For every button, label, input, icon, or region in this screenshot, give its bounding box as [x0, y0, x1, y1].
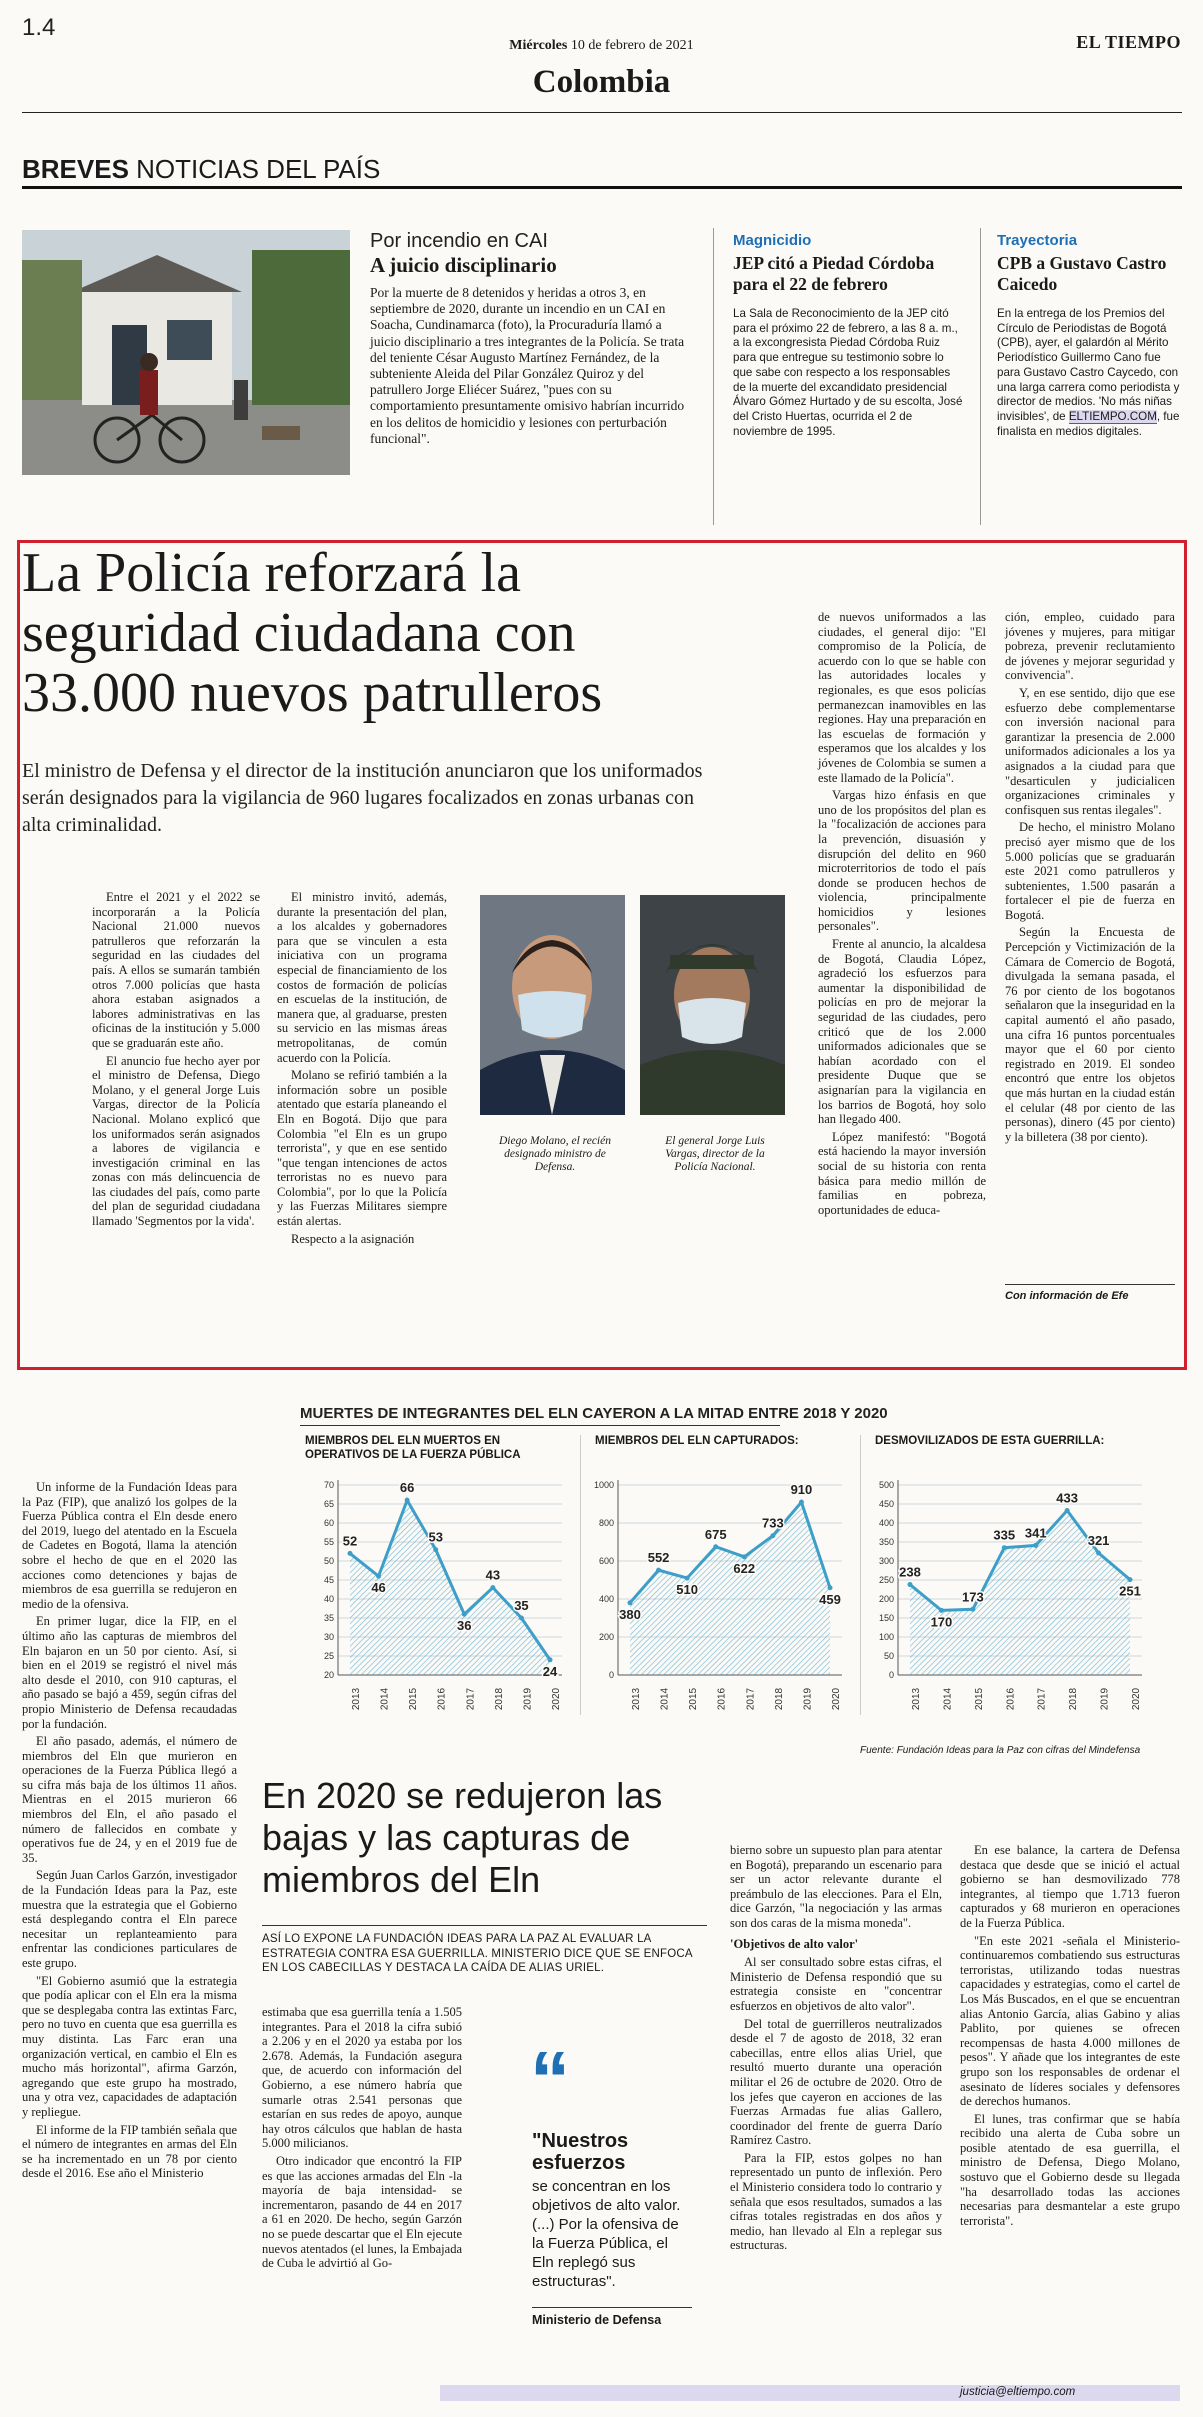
- data-point: [799, 1500, 804, 1505]
- breves-label: [22, 154, 380, 185]
- story2-colb-p2: Otro indicador que encontró la FIP es que las acciones armadas del Eln -la mayoría de baja intensidad- se incrementaron, pasando de 44 en 2017 a 61 en 2020. De hecho, según Garzón no se puede descartar que el Eln ejecute nuevos atentados (el lunes, la Embajada de Cuba le advirtió al Go-: [262, 2153, 462, 2271]
- data-label: 36: [457, 1618, 472, 1634]
- story1-credit: Con información de Efe: [1005, 1290, 1129, 1302]
- breve3-kicker: Trayectoria: [997, 232, 1078, 249]
- y-tick-label: 35: [323, 1613, 334, 1623]
- chart-captured: [580, 1430, 860, 1730]
- data-label: 46: [371, 1580, 386, 1596]
- data-label: 552: [647, 1550, 670, 1566]
- x-tick-label: 2019: [802, 1687, 814, 1711]
- y-tick-label: 50: [883, 1651, 894, 1661]
- pull-quote-lead: "Nuestros esfuerzos: [532, 2130, 629, 2174]
- y-tick-label: 50: [323, 1556, 334, 1566]
- breve2-kicker: Magnicidio: [733, 232, 812, 249]
- breves-rule: [22, 186, 1182, 189]
- x-tick-label: 2014: [379, 1687, 391, 1711]
- breves-divider-1: [713, 228, 714, 525]
- y-tick-label: 20: [323, 1670, 334, 1680]
- story2-left-p2: En primer lugar, dice la FIP, en el último año las capturas de miembros del Eln bajaron en un 50 por ciento. Así, si bien en el 2019 se registró el nivel más alto desde el 2010, con 910 capturas, el año pasado se bajó a 459, según cifras del propio Ministerio de Defensa recaudadas por la fundación.: [22, 1614, 237, 1731]
- story1-col4-p3: De hecho, el ministro Molano precisó ayer mismo que de los 5.000 policías que se graduarán este 2021 como patrulleros y subtenientes, 1.500 pasarán a fortalecer el pie de fuerza en Bogotá.: [1005, 820, 1175, 922]
- pull-quote-rule: [532, 2307, 692, 2308]
- x-tick-label: 2020: [831, 1687, 842, 1711]
- story2-cold-p3: Para la FIP, estos golpes no han representado un punto de inflexión. Pero el Ministerio considera todo lo contrario y señala que esos resultados, sumados a las cifras totales registradas en dos años y medio, han llevado al Eln a replegar sus estructuras.: [730, 2150, 942, 2253]
- data-label: 251: [1119, 1583, 1141, 1599]
- x-tick-label: 2014: [659, 1687, 671, 1711]
- x-tick-label: 2014: [942, 1687, 954, 1711]
- pull-quote-source: Ministerio de Defensa: [532, 2313, 662, 2327]
- story2-col-b: [262, 2005, 462, 2274]
- data-point: [713, 1544, 718, 1549]
- data-label: 341: [1024, 1525, 1047, 1541]
- story2-left-p6: El informe de la FIP también señala que el número de integrantes en armas del Eln se ha incrementado en un 78 por ciento desde el 2016. Ese año el Ministerio: [22, 2122, 237, 2181]
- story2-left-col: [22, 1480, 237, 2184]
- vargas-photo: [640, 895, 785, 1115]
- header-rule: [22, 112, 1182, 113]
- molano-caption: Diego Molano, el recién designado ministro de Defensa.: [499, 1135, 611, 1173]
- story1-col2-p1: El ministro invitó, además, durante la presentación del plan, a los alcaldes y gobernadores para que se vinculen a esta iniciativa con un programa especial de financiamiento de los costos de formación de policías en escuelas de la institución, de manera que, al graduarse, presten su servicio en las mismas áreas metropolitanas, de común acuerdo con la Policía.: [277, 890, 447, 1065]
- data-point: [970, 1607, 975, 1612]
- data-label: 53: [428, 1529, 443, 1545]
- chart-demobilized-title: DESMOVILIZADOS DE ESTA GUERRILLA:: [875, 1435, 1105, 1447]
- story1-headline: La Policía reforzará la seguridad ciudadana con 33.000 nuevos patrulleros: [22, 542, 603, 724]
- y-tick-label: 70: [323, 1480, 334, 1490]
- breve1-body: Por la muerte de 8 detenidos y heridas a otros 3, en septiembre de 2020, durante un incendio en un CAI en Soacha, Cundinamarca (foto), la Procuraduría llamó a juicio disciplinario a tres integrantes de la Policía. Se trata del teniente César Augusto Martínez Fernández, de la subteniente Aleida del Pilar González Quiroz y del patrullero Jorge Eliécer Suárez, "pues con su comportamiento presuntamente omisivo habrían incurrido en los delitos de homicidio y lesiones con perturbación funcional".: [370, 285, 685, 446]
- y-tick-label: 450: [878, 1499, 894, 1509]
- section-title: Colombia: [532, 64, 671, 100]
- x-tick-label: 2016: [716, 1687, 728, 1711]
- story1-col2: [277, 890, 447, 1249]
- data-point: [1096, 1551, 1101, 1556]
- data-point: [828, 1585, 833, 1590]
- molano-photo: [480, 895, 625, 1115]
- story2-col-d: [730, 1843, 942, 2256]
- chart-killed-svg: [300, 1430, 580, 1730]
- chart-captured-svg: [580, 1430, 860, 1730]
- story2-headline: En 2020 se redujeron las bajas y las capturas de miembros del Eln: [262, 1775, 663, 1900]
- data-label: 24: [542, 1663, 558, 1679]
- story2-cole-p1: En ese balance, la cartera de Defensa destaca que desde que se inició el actual gobierno se han desmovilizado 778 integrantes, al tiempo que 1.713 fueron capturados y 68 murieron en operaciones de la Fuerza Pública.: [960, 1843, 1180, 1930]
- data-label: 733: [762, 1515, 784, 1531]
- story1-col3: [818, 610, 986, 1220]
- y-tick-label: 60: [323, 1518, 334, 1528]
- quote-mark-icon: “: [530, 2035, 570, 2124]
- story1-col2-p3: Respecto a la asignación: [291, 1231, 415, 1246]
- story2-left-p4: Según Juan Carlos Garzón, investigador de la Fundación Ideas para la Paz, este muestra que la estrategia que el Gobierno está desplegando contra el Eln parece necesitar un replanteamiento para enfrentar las condiciones particulares de este grupo.: [22, 1868, 238, 1970]
- breve2-title: JEP citó a Piedad Córdoba para el 22 de febrero: [733, 253, 935, 294]
- breve1-kicker: Por incendio en CAI: [370, 230, 548, 252]
- issue-date: [0, 38, 1203, 54]
- y-tick-label: 0: [888, 1670, 894, 1680]
- pull-quote-body: se concentran en los objetivos de alto valor. (...) Por la ofensiva de la Fuerza Pública, el Eln replegó sus estructuras".: [532, 2178, 681, 2290]
- story2-cold-p1: Al ser consultado sobre estas cifras, el Ministerio de Defensa respondió que su estrategia consiste en "concentrar esfuerzos en objetivos de alto valor".: [730, 1955, 942, 2013]
- story1-col3-p2: Vargas hizo énfasis en que uno de los propósitos del plan es la "focalización de acciones para la prevención, disuasión y disrupción del delito en 960 microterritorios de todo el país donde se producen hechos de violencia, principalmente homicidios y lesiones personales".: [818, 788, 986, 934]
- data-point: [348, 1551, 353, 1556]
- cai-photo-drawing: [22, 230, 350, 475]
- data-label: 433: [1056, 1490, 1078, 1506]
- breve3-title: CPB a Gustavo Castro Caicedo: [997, 253, 1167, 294]
- y-tick-label: 100: [878, 1632, 894, 1642]
- data-label: 335: [993, 1527, 1016, 1543]
- y-tick-label: 500: [878, 1480, 894, 1490]
- x-tick-label: 2015: [973, 1687, 985, 1711]
- x-tick-label: 2017: [1036, 1687, 1048, 1711]
- story2-left-p3: El año pasado, además, el número de miembros del Eln que murieron en operaciones de la Fuerza Pública llegó a su cifra más baja de los últimos 11 años. Mientras en el 2015 murieron 66 miembros del Eln, el año pasado el número de fallecidos en combate y operativos fue de 24, y en el 2019 fue de 35.: [22, 1734, 237, 1865]
- y-tick-label: 1000: [593, 1480, 614, 1490]
- area-fill: [630, 1502, 830, 1675]
- story1-col3-p1: de nuevos uniformados a las ciudades, el general dijo: "El compromiso de la Policía, de acuerdo con lo que se hable con las autoridades locales y regionales, es que esos policías permanezcan inamovibles en las regiones. Hay una preparación en las escuelas de formación y esperamos que los alcaldes y los jóvenes de Colombia se sumen a este llamado de la Policía".: [818, 610, 986, 785]
- y-tick-label: 800: [598, 1518, 614, 1528]
- y-tick-label: 65: [323, 1499, 334, 1509]
- x-tick-label: 2020: [551, 1687, 562, 1711]
- story2-cole-p3: El lunes, tras confirmar que se había recibido una alerta de Cuba sobre un posible atentado de esa guerrilla, el ministro de Defensa, Diego Molano, sostuvo que el Gobierno desde su llegada "ha desarrollado todas las acciones necesarias para desmantelar a este grupo terrorista".: [960, 2111, 1180, 2228]
- data-label: 675: [704, 1526, 727, 1542]
- y-tick-label: 30: [323, 1632, 334, 1642]
- breve3-body-after: , fue finalista en medios digitales.: [997, 409, 1180, 438]
- data-point: [628, 1600, 633, 1605]
- data-point: [490, 1585, 495, 1590]
- story2-subhead: 'Objetivos de alto valor': [730, 1936, 859, 1951]
- story2-dek: ASÍ LO EXPONE LA FUNDACIÓN IDEAS PARA LA PAZ AL EVALUAR LA ESTRATEGIA CONTRA ESA GUERRILLA. MINISTERIO DICE QUE SE ENFOCA EN LOS CABECILLAS Y DESTACA LA CAÍDA DE ALIAS URIEL.: [262, 1933, 693, 1974]
- breve1-title: A juicio disciplinario: [370, 253, 557, 277]
- y-tick-label: 200: [878, 1594, 894, 1604]
- x-tick-label: 2018: [493, 1687, 505, 1711]
- credit-rule: [1005, 1284, 1175, 1285]
- x-tick-label: 2018: [773, 1687, 785, 1711]
- infographic-title-rule: [300, 1425, 780, 1426]
- story1-col4-p1: ción, empleo, cuidado para jóvenes y mujeres, para mitigar pobreza, prevenir reclutamiento de jóvenes y mejorar seguridad y convivencia".: [1005, 610, 1175, 683]
- data-point: [1033, 1543, 1038, 1548]
- eltiempo-link[interactable]: ELTIEMPO.COM: [1068, 409, 1157, 423]
- x-tick-label: 2013: [911, 1687, 922, 1711]
- chart-killed: [300, 1430, 580, 1730]
- x-tick-label: 2013: [631, 1687, 642, 1711]
- story1-dek: El ministro de Defensa y el director de la institución anunciaron que los uniformados serán designados para la vigilancia de 960 lugares focalizados en zonas urbanas con alta criminalidad.: [22, 760, 703, 836]
- data-point: [548, 1657, 553, 1662]
- y-tick-label: 150: [878, 1613, 894, 1623]
- x-tick-label: 2016: [436, 1687, 448, 1711]
- breves-label-bold: BREVES: [22, 154, 129, 184]
- data-point: [770, 1533, 775, 1538]
- y-tick-label: 250: [878, 1575, 894, 1585]
- chart-demobilized-svg: [860, 1430, 1160, 1730]
- data-label: 173: [962, 1589, 984, 1605]
- story2-left-p1: Un informe de la Fundación Ideas para la Paz (FIP), que analizó los golpes de la Fuerza Pública contra el Eln desde enero del 2019, luego del atentado en la Escuela de Cadetes en Bogotá, llama la atención sobre el hecho de que en el 2020 las acciones como detenciones y bajas de miembros de esa guerrilla se redujeron en medio de la ofensiva.: [22, 1480, 237, 1611]
- y-tick-label: 300: [878, 1556, 894, 1566]
- data-label: 52: [342, 1533, 358, 1549]
- brand-logo: EL TIEMPO: [1076, 32, 1181, 52]
- y-tick-label: 600: [598, 1556, 614, 1566]
- data-point: [908, 1582, 913, 1587]
- data-label: 43: [485, 1567, 501, 1583]
- data-point: [742, 1554, 747, 1559]
- story1-col4-p2: Y, en ese sentido, dijo que ese esfuerzo debe complementarse con inversión nacional para garantizar la presencia de 2.000 uniformados adicionales a los ya asignados a la ciudad para que "desarticulen y judicialicen organizaciones criminales y confisquen sus rentas ilegales".: [1005, 685, 1175, 817]
- story1-col4: [1005, 610, 1175, 1147]
- data-label: 910: [790, 1482, 813, 1498]
- data-point: [1128, 1577, 1133, 1582]
- breves-label-rest: NOTICIAS DEL PAÍS: [136, 154, 381, 184]
- issue-date-rest: 10 de febrero de 2021: [570, 38, 694, 53]
- x-tick-label: 2016: [1005, 1687, 1017, 1711]
- story2-cold-intro: bierno sobre un supuesto plan para atentar en Bogotá), preparando un escenario para ser un actor relevante durante el preámbulo de las elecciones. Para el Eln, dice Garzón, "la negociación y las armas son dos caras de la misma moneda".: [730, 1843, 942, 1930]
- infographic-title: MUERTES DE INTEGRANTES DEL ELN CAYERON A LA MITAD ENTRE 2018 Y 2020: [300, 1405, 888, 1422]
- breve3-body-before: En la entrega de los Premios del Círculo de Periodistas de Bogotá (CPB), ayer, el galardón al Mérito Periodístico Guillermo Cano fue para Gustavo Castro Caycedo, con una larga carrera como periodista y director de medios. 'No más niñas invisibles', de: [997, 307, 1180, 423]
- y-tick-label: 200: [598, 1632, 614, 1642]
- data-label: 459: [819, 1591, 841, 1607]
- data-label: 622: [733, 1560, 756, 1576]
- vargas-caption: El general Jorge Luis Vargas, director de la Policía Nacional.: [665, 1135, 765, 1173]
- data-point: [376, 1574, 381, 1579]
- cai-photo: [22, 230, 350, 475]
- story2-colb-p1: estimaba que esa guerrilla tenía a 1.505 integrantes. Para el 2018 la cifra subió a 2.206 y en el 2020 ya estaba por los 2.678. Además, la Fundación asegura que, de acuerdo con información del Gobierno, a ese número habría que sumarle otras 2.541 personas que estarían en sus redes de apoyo, aunque hay otros cálculos que hablan de hasta 5.000 milicianos.: [262, 2005, 462, 2151]
- data-point: [519, 1616, 524, 1621]
- data-point: [685, 1576, 690, 1581]
- story1-col3-p4: López manifestó: "Bogotá está haciendo la mayor inversión social de su historia con renta básica para medio millón de familias en pobreza, oportunidades de educa-: [818, 1129, 986, 1217]
- data-label: 321: [1087, 1533, 1110, 1549]
- breves-divider-2: [980, 228, 981, 525]
- data-label: 238: [899, 1564, 921, 1580]
- data-label: 380: [619, 1606, 641, 1622]
- data-point: [1065, 1508, 1070, 1513]
- breve3-body: [997, 307, 1185, 439]
- story2-cold-p2: Del total de guerrilleros neutralizados desde el 7 de agosto de 2018, 32 eran cabecillas, entre ellos alias Uriel, que resultó muerto durante una operación militar el 26 de octubre de 2020. Otro de los jefes que cayeron en acciones de las Fuerzas Armadas fue alias Gallero, coordinador del frente de guerra Darío Ramírez Castro.: [730, 2016, 942, 2148]
- story1-col2-p2: Molano se refirió también a la información sobre un posible atentado que estaría planeando el Eln en Bogotá. Dijo que para Colombia "el Eln es un grupo terrorista", y que en ese sentido "que tengan intenciones de actos terroristas no es nuevo para Colombia", por lo que la Policía y las Fuerzas Militares siempre están alertas.: [277, 1068, 447, 1229]
- story1-col1-p1: Entre el 2021 y el 2022 se incorporarán a la Policía Nacional 21.000 nuevos patrulleros que reforzarán la seguridad en las ciudades del país. A ellos se sumarán también otros 7.000 policías que hasta ahora estaban asignados a labores administrativas en las oficinas de la institución y 5.000 que se graduarán este año.: [92, 890, 260, 1050]
- data-label: 35: [514, 1598, 529, 1613]
- data-point: [1002, 1545, 1007, 1550]
- x-tick-label: 2017: [465, 1687, 477, 1711]
- y-tick-label: 45: [323, 1575, 334, 1585]
- y-tick-label: 350: [878, 1537, 894, 1547]
- x-tick-label: 2017: [745, 1687, 757, 1711]
- chart-demobilized: [860, 1430, 1160, 1730]
- story2-left-p5: "El Gobierno asumió que la estrategia que podía aplicar con el Eln era la misma que se desplegaba contra las extintas Farc, pero no tuvo en cuenta que esa guerrilla es muy distinta. Las Farc eran una organización vertical, en cambio el Eln es mucho más horizontal", afirma Garzón, agregando que este grupo ha mostrado, una y otra vez, capacidades de adaptación y repliegue.: [22, 1973, 237, 2119]
- data-label: 170: [930, 1614, 953, 1630]
- story1-col4-p4: Según la Encuesta de Percepción y Victimización de la Cámara de Comercio de Bogotá, divulgada la semana pasada, el 76 por ciento de los bogotanos señalaron que la inseguridad en la capital aumentó el año pasado, una cifra 16 puntos porcentuales mayor que el 60 por ciento registrado en 2019. El sondeo encontró que entre los objetos que más hurtan en la ciudad están el celular (48 por ciento de las personas), dinero (45 por ciento) y la billetera (38 por ciento).: [1005, 925, 1175, 1144]
- page-number: 1.4: [22, 14, 56, 41]
- story2-cole-p2: "En este 2021 -señala el Ministerio- continuaremos combatiendo sus estructuras terroristas, utilizando todas nuestras capacidades y estrategias, como el cartel de Los Más Buscados, en el que se encuentran alias Antonio García, alias Gabino y alias Pablito, por quienes se ofrecen recompensas de hasta 4.000 millones de pesos". Y añade que los integrantes de este grupo son los responsables de ordenar el asesinato de líderes sociales y defensores de derechos humanos.: [960, 1933, 1180, 2109]
- data-point: [656, 1568, 661, 1573]
- x-tick-label: 2019: [522, 1687, 534, 1711]
- x-tick-label: 2020: [1131, 1687, 1142, 1711]
- issue-date-day: Miércoles: [509, 38, 568, 53]
- x-tick-label: 2013: [351, 1687, 362, 1711]
- story2-col-e: [960, 1843, 1180, 2231]
- story1-col1: [92, 890, 260, 1232]
- molano-photo-drawing: [480, 895, 625, 1115]
- chart-captured-title: MIEMBROS DEL ELN CAPTURADOS:: [595, 1435, 799, 1447]
- data-label: 66: [399, 1480, 415, 1496]
- data-point: [405, 1498, 410, 1503]
- breve2-body: La Sala de Reconocimiento de la JEP citó para el próximo 22 de febrero, a las 8 a. m., a la excongresista Piedad Córdoba Ruiz para que entregue su testimonio sobre lo que sabe con respecto a los responsables de la muerte del excandidato presidencial Álvaro Gómez Hurtado y de su escolta, José del Cristo Huertas, ocurrida el 2 de noviembre de 1995.: [733, 307, 963, 438]
- x-tick-label: 2015: [408, 1687, 420, 1711]
- story2-dek-rule: [262, 1925, 707, 1926]
- x-tick-label: 2019: [1099, 1687, 1111, 1711]
- data-point: [433, 1547, 438, 1552]
- x-tick-label: 2018: [1068, 1687, 1080, 1711]
- y-tick-label: 25: [323, 1651, 334, 1661]
- data-point: [939, 1608, 944, 1613]
- y-tick-label: 0: [608, 1670, 614, 1680]
- y-tick-label: 400: [598, 1594, 614, 1604]
- story2-email[interactable]: justicia@eltiempo.com: [960, 2386, 1076, 2398]
- chart-killed-title: MIEMBROS DEL ELN MUERTOS EN OPERATIVOS DE LA FUERZA PÚBLICA: [305, 1435, 521, 1461]
- infographic-source: Fuente: Fundación Ideas para la Paz con cifras del Mindefensa: [860, 1745, 1141, 1756]
- vargas-photo-drawing: [640, 895, 785, 1115]
- x-tick-label: 2015: [688, 1687, 700, 1711]
- data-label: 510: [676, 1582, 698, 1598]
- story1-col3-p3: Frente al anuncio, la alcaldesa de Bogotá, Claudia López, agradeció los esfuerzos para aumentar la disponibilidad de policías en pro de mejorar la seguridad de las ciudades, pero criticó que de los 2.000 uniformados adicionales que se habían acordado con el presidente Duque que se asignarían para la vigilancia en los barrios de Bogotá, hoy solo han llegado 400.: [818, 937, 986, 1127]
- y-tick-label: 40: [323, 1594, 334, 1604]
- story1-col1-p2: El anuncio fue hecho ayer por el ministro de Defensa, Diego Molano, y el general Jorge Luis Vargas, director de la Policía Nacional. Molano explicó que los uniformados serán asignados a labores de vigilancia e investigación criminal en las zonas con más delincuencia de las ciudades del país, como parte del plan de seguridad ciudadana llamado 'Segmentos por la vida'.: [92, 1053, 260, 1229]
- y-tick-label: 400: [878, 1518, 894, 1528]
- data-point: [462, 1612, 467, 1617]
- y-tick-label: 55: [323, 1537, 334, 1547]
